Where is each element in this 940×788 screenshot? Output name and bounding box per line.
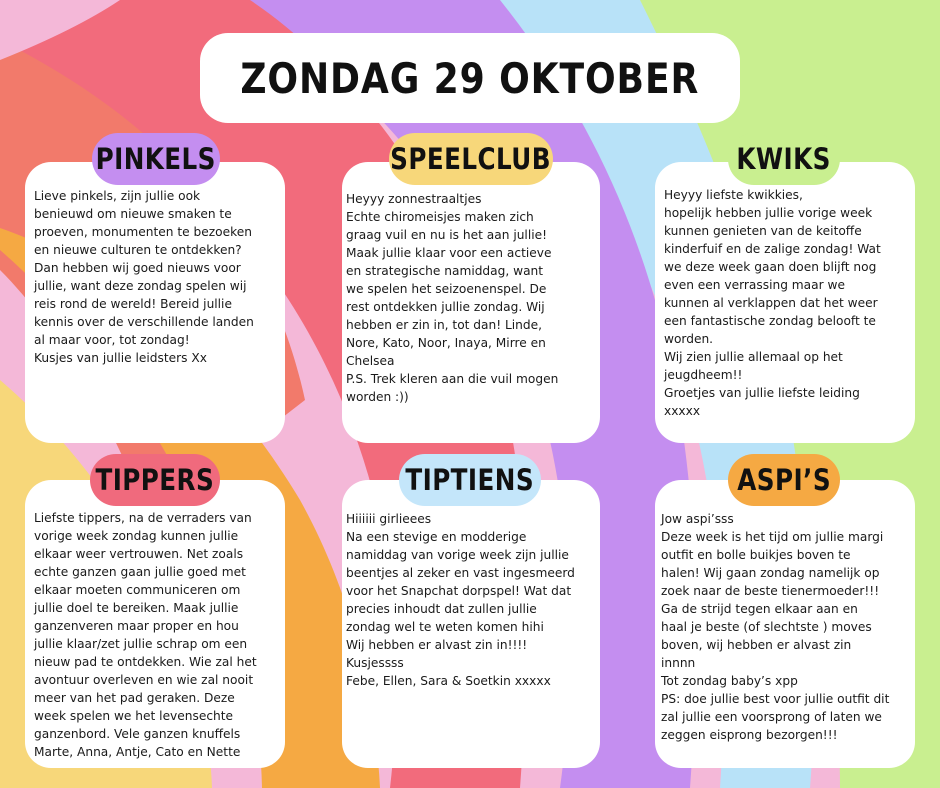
pinkels-title: PINKELS	[95, 142, 217, 176]
tiptiens-message: Hiiiiii girlieees Na een stevige en modderige namiddag van vorige week zijn jullie beentjes al zeker en vast ingesmeerd voor het Snapchat dorpspel! Wat dat precies inhoudt dat zullen jullie zondag wel te weten komen hihi Wij hebben er alvast zin in!!!! Kusjessss Febe, Ellen, Sara & Soetkin xxxxx	[346, 512, 575, 688]
card-aspis	[655, 480, 915, 768]
tippers-title: TIPPERS	[95, 463, 215, 497]
badge-kwiks	[728, 133, 840, 185]
badge-tiptiens	[399, 454, 541, 506]
tiptiens-title: TIPTIENS	[405, 463, 535, 497]
badge-aspis	[728, 454, 840, 506]
kwiks-title: KWIKS	[736, 142, 832, 176]
tippers-message: Liefste tippers, na de verraders van vorige week zondag kunnen jullie elkaar weer vertrouwen. Net zoals echte ganzen gaan jullie goed met elkaar moeten communiceren om jullie doel te bereiken. Maak jullie ganzenveren maar proper en hou jullie klaar/zet jullie schrap om een nieuw pad te ontdekken. Wie zal het avontuur overleven en wie zal nooit meer van het pad geraken. Deze week spelen we het levensechte ganzenbord. Vele ganzen knuffels Marte, Anna, Antje, Cato en Nette	[34, 511, 257, 759]
kwiks-message: Heyyy liefste kwikkies, hopelijk hebben jullie vorige week kunnen genieten van de keitoffe kinderfuif en de zalige zondag! Wat we deze week gaan doen blijft nog even een verrassing maar we kunnen al verklappen dat het weer een fantastische zondag belooft te worden. Wij zien jullie allemaal op het jeugdheem!! Groetjes van jullie liefste leiding xxxxx	[664, 188, 881, 418]
pinkels-message: Lieve pinkels, zijn jullie ook benieuwd om nieuwe smaken te proeven, monumenten te bezoeken en nieuwe culturen te ontdekken? Dan hebben wij goed nieuws voor jullie, want deze zondag spelen wij reis rond de wereld! Bereid jullie kennis over de verschillende landen al maar voor, tot zondag! Kusjes van jullie leidsters Xx	[34, 189, 254, 365]
badge-pinkels	[92, 133, 220, 185]
aspis-message: Jow aspi’sss Deze week is het tijd om jullie margi outfit en bolle buikjes boven te halen! Wij gaan zondag namelijk op zoek naar de beste tienermoeder!!! Ga de strijd tegen elkaar aan en haal je beste (of slechtste ) moves boven, wij hebben er alvast zin innnn Tot zondag baby’s xpp PS: doe jullie best voor jullie outfit dit zal jullie een voorsprong of laten we zeggen eisprong bezorgen!!!	[661, 512, 890, 742]
speelclub-message: Heyyy zonnestraaltjes Echte chiromeisjes maken zich graag vuil en nu is het aan jullie! Maak jullie klaar voor een actieve en strategische namiddag, want we spelen het seizoenenspel. De rest ontdekken jullie zondag. Wij hebben er zin in, tot dan! Linde, Nore, Kato, Noor, Inaya, Mirre en Chelsea P.S. Trek kleren aan die vuil mogen worden :))	[346, 192, 559, 404]
card-pinkels	[25, 162, 285, 443]
title-banner	[200, 33, 740, 123]
card-kwiks	[655, 162, 915, 443]
badge-tippers	[90, 454, 220, 506]
page-title: ZONDAG 29 OKTOBER	[240, 53, 700, 103]
aspis-title: ASPI’S	[737, 463, 831, 497]
card-tippers	[25, 480, 285, 768]
card-speelclub	[342, 162, 600, 443]
speelclub-title: SPEELCLUB	[390, 142, 552, 176]
card-tiptiens	[342, 480, 600, 768]
badge-speelclub	[389, 133, 553, 185]
